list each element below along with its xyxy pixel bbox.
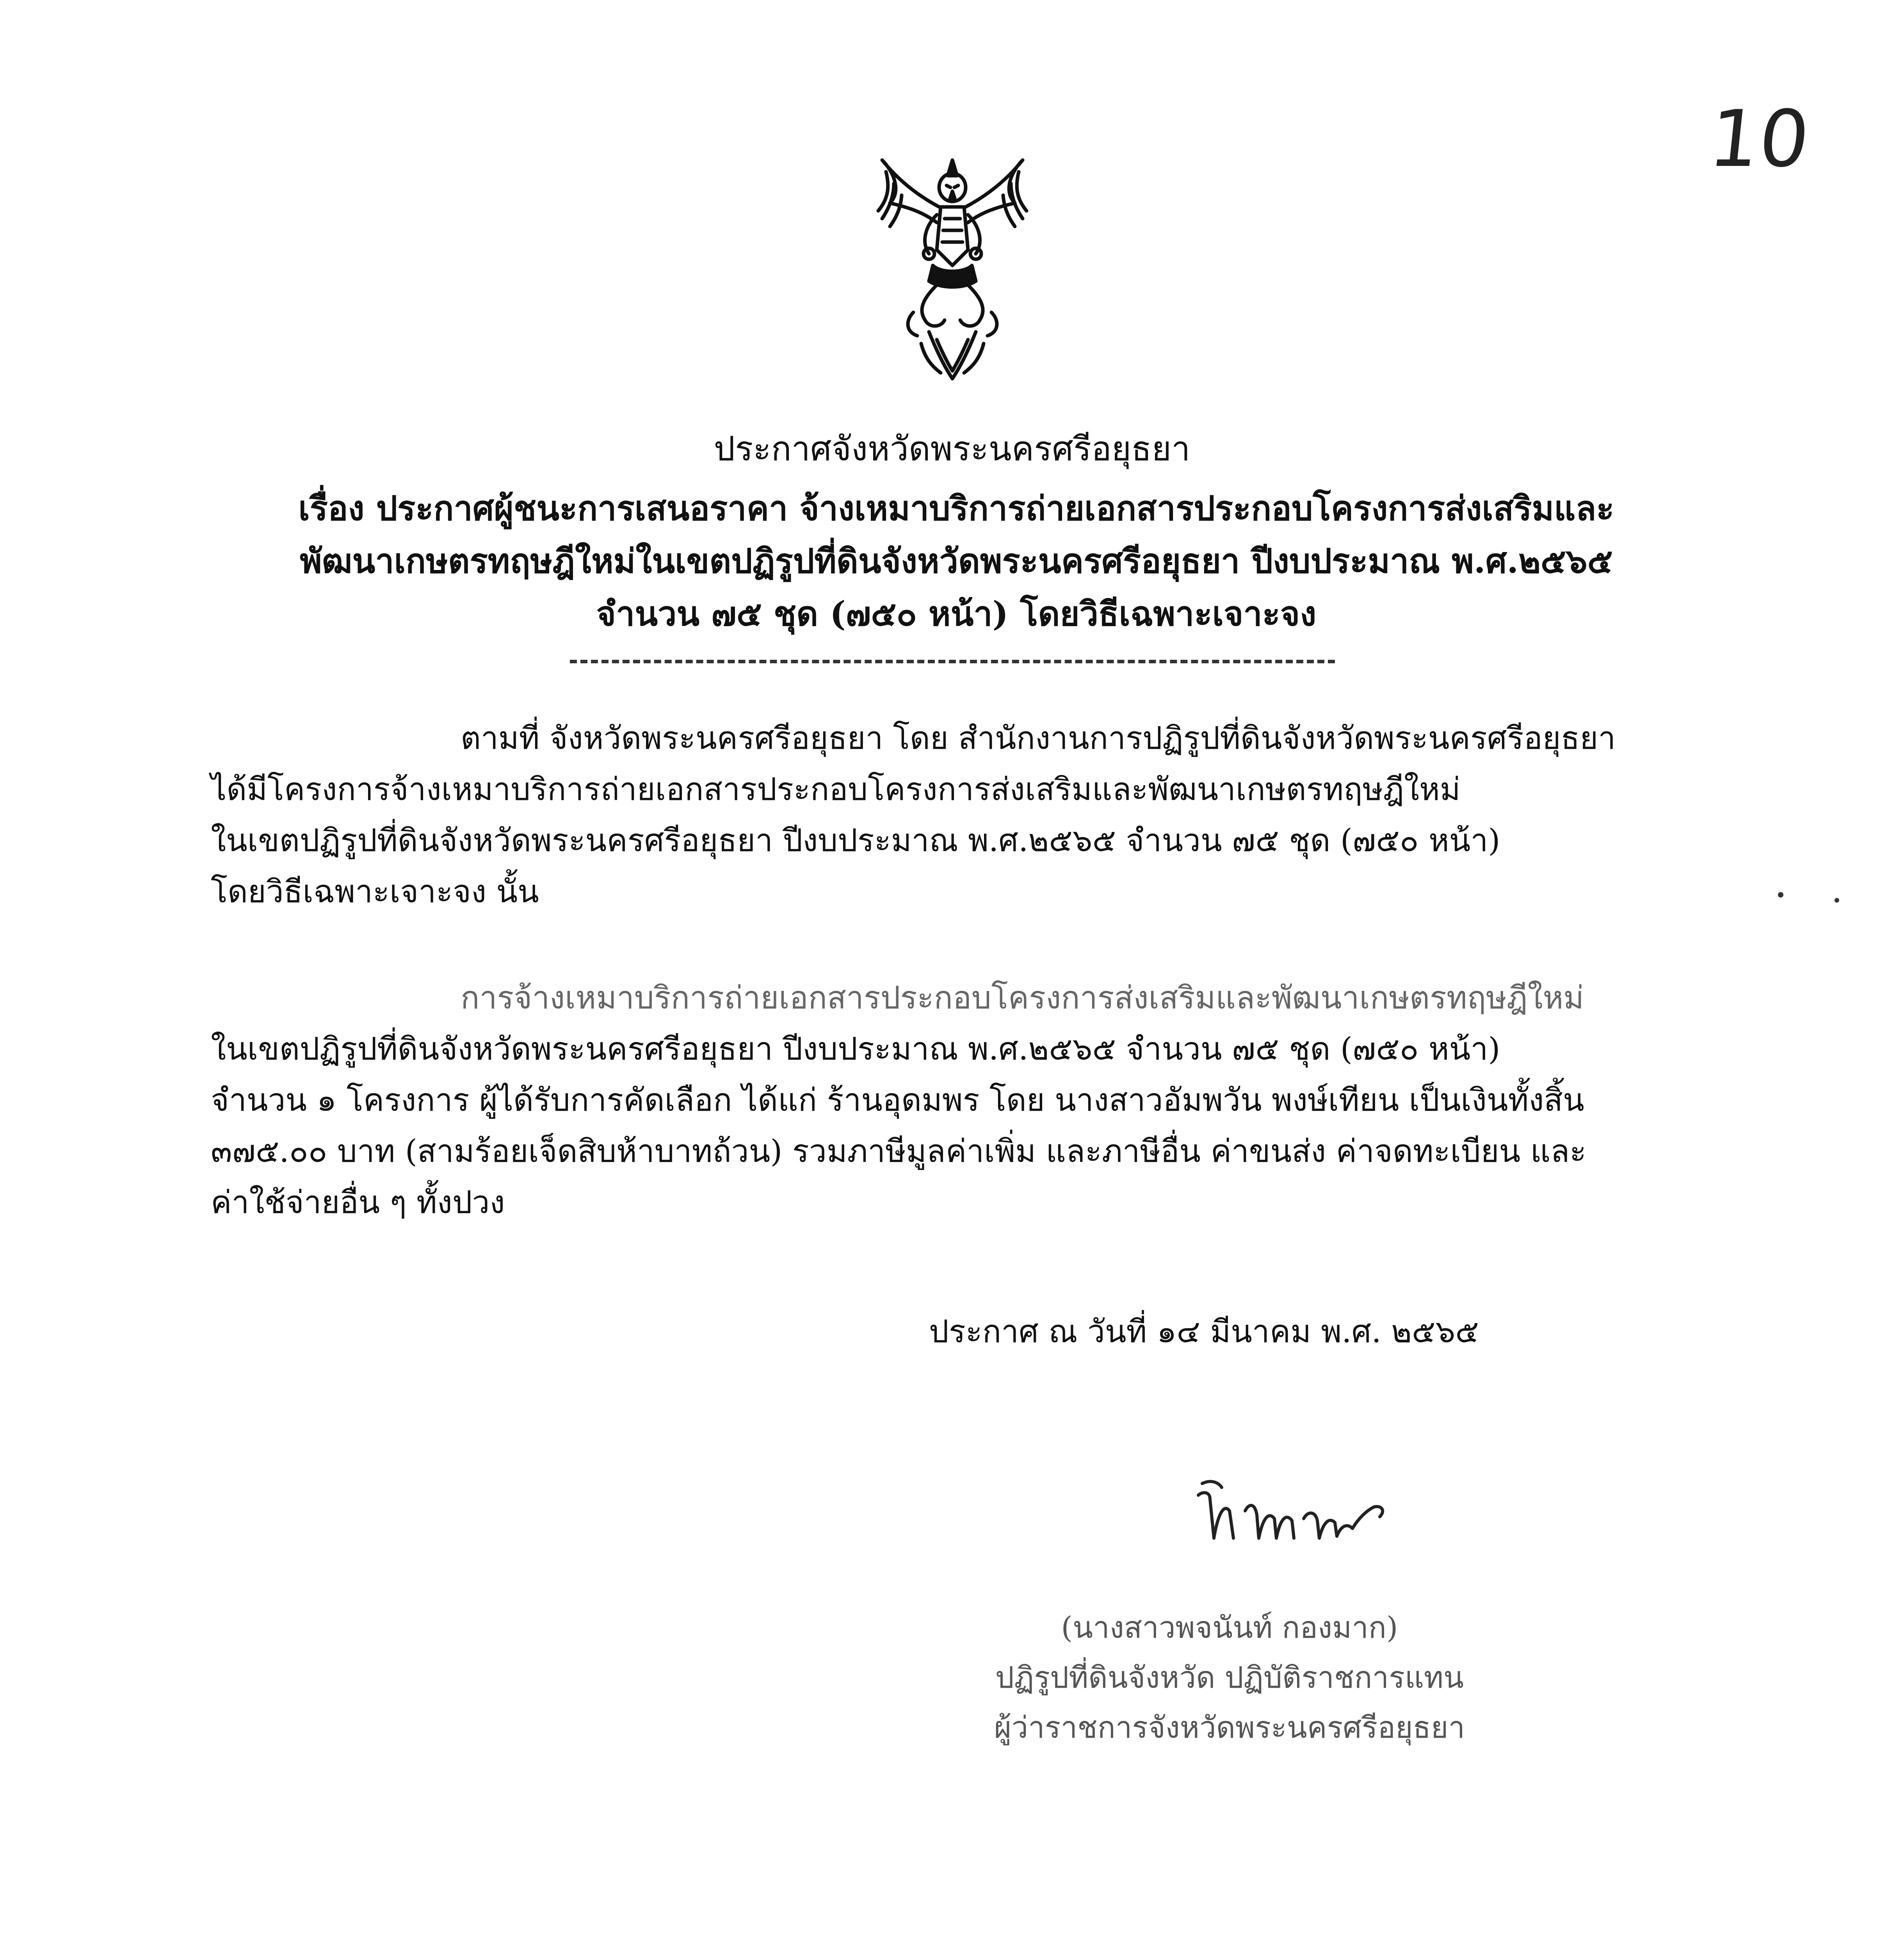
garuda-emblem-icon (867, 148, 1038, 383)
paragraph-line: ค่าใช้จ่ายอื่น ๆ ทั้งปวง (211, 1184, 505, 1220)
paragraph-award (211, 972, 1702, 1228)
paragraph-line: ตามที่ จังหวัดพระนครศรีอยุธยา โดย สำนักงานการปฏิรูปที่ดินจังหวัดพระนครศรีอยุธยา (461, 720, 1616, 756)
scan-speck (1778, 892, 1783, 898)
signatory-position: ปฏิรูปที่ดินจังหวัด ปฏิบัติราชการแทน (995, 1660, 1464, 1695)
paragraph-line: การจ้างเหมาบริการถ่ายเอกสารประกอบโครงการส่งเสริมและพัฒนาเกษตรทฤษฎีใหม่ (461, 980, 1584, 1016)
paragraph-line: ได้มีโครงการจ้างเหมาบริการถ่ายเอกสารประกอบโครงการส่งเสริมและพัฒนาเกษตรทฤษฎีใหม่ (211, 771, 1461, 807)
signatory-position: ผู้ว่าราชการจังหวัดพระนครศรีอยุธยา (994, 1710, 1465, 1745)
announcement-date: ประกาศ ณ วันที่ ๑๔ มีนาคม พ.ศ. ๒๕๖๕ (929, 1313, 1479, 1350)
paragraph-line: จำนวน ๑ โครงการ ผู้ได้รับการคัดเลือก ได้แก่ ร้านอุดมพร โดย นางสาวอัมพวัน พงษ์เทียน เป็นเงินทั้งสิ้น (211, 1082, 1584, 1118)
page-number: 10 (1705, 94, 1814, 185)
announcement-subject (234, 482, 1678, 640)
subject-line: จำนวน ๗๕ ชุด (๗๕๐ หน้า) โดยวิธีเฉพาะเจาะจง (596, 594, 1317, 634)
announcement-title: ประกาศจังหวัดพระนครศรีอยุธยา (714, 429, 1190, 468)
paragraph-line: ในเขตปฏิรูปที่ดินจังหวัดพระนครศรีอยุธยา ปีงบประมาณ พ.ศ.๒๕๖๕ จำนวน ๗๕ ชุด (๗๕๐ หน้า) (211, 1031, 1500, 1067)
paragraph-line: ๓๗๕.๐๐ บาท (สามร้อยเจ็ดสิบห้าบาทถ้วน) รวมภาษีมูลค่าเพิ่ม และภาษีอื่น ค่าขนส่ง ค่าจดทะเบียน และ (211, 1133, 1587, 1169)
dashed-separator (570, 660, 1335, 663)
handwritten-signature (1187, 1468, 1397, 1554)
subject-line: พัฒนาเกษตรทฤษฎีใหม่ในเขตปฏิรูปที่ดินจังหวัดพระนครศรีอยุธยา ปีงบประมาณ พ.ศ.๒๕๖๕ (300, 541, 1613, 581)
paragraph-background (211, 712, 1702, 917)
subject-line: เรื่อง ประกาศผู้ชนะการเสนอราคา จ้างเหมาบริการถ่ายเอกสารประกอบโครงการส่งเสริมและ (298, 489, 1614, 528)
signatory-block (937, 1603, 1522, 1753)
paragraph-line: ในเขตปฏิรูปที่ดินจังหวัดพระนครศรีอยุธยา ปีงบประมาณ พ.ศ.๒๕๖๕ จำนวน ๗๕ ชุด (๗๕๐ หน้า) (211, 822, 1500, 858)
signatory-name: (นางสาวพจนันท์ กองมาก) (1061, 1610, 1398, 1645)
paragraph-line: โดยวิธีเฉพาะเจาะจง นั้น (211, 873, 539, 910)
scan-speck (1835, 898, 1839, 903)
